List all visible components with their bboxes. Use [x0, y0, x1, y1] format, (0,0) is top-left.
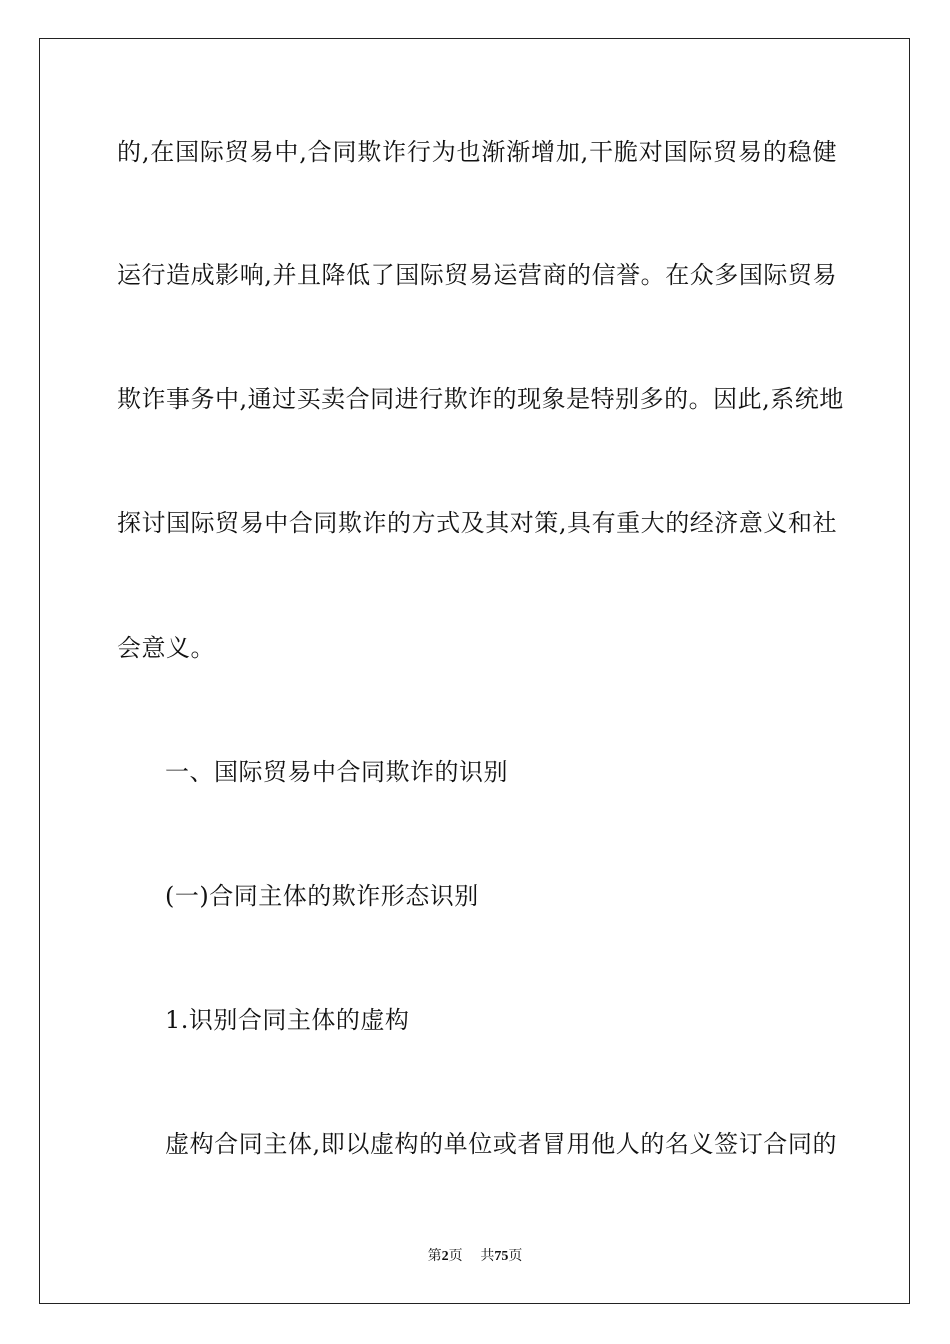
section-heading: 一、国际贸易中合同欺诈的识别 [165, 758, 508, 786]
page-border [39, 38, 910, 1304]
body-line-4: 探讨国际贸易中合同欺诈的方式及其对策,具有重大的经济意义和社 [117, 509, 837, 537]
footer-page-number: 2 [441, 1249, 449, 1264]
paragraph-line: 虚构合同主体,即以虚构的单位或者冒用他人的名义签订合同的 [165, 1130, 837, 1158]
subsection-heading: (一)合同主体的欺诈形态识别 [165, 882, 479, 910]
body-line-3: 欺诈事务中,通过买卖合同进行欺诈的现象是特别多的。因此,系统地 [117, 385, 844, 413]
body-line-1: 的,在国际贸易中,合同欺诈行为也渐渐增加,干脆对国际贸易的稳健 [117, 138, 837, 166]
footer-page-prefix: 第 [427, 1248, 442, 1264]
page-footer [0, 1247, 950, 1266]
footer-total-prefix: 共 [480, 1248, 495, 1264]
footer-total-suffix: 页 [508, 1248, 523, 1264]
item-heading: 1.识别合同主体的虚构 [165, 1006, 410, 1034]
footer-total-pages: 75 [494, 1249, 509, 1264]
footer-page-suffix: 页 [448, 1248, 463, 1264]
body-line-2: 运行造成影响,并且降低了国际贸易运营商的信誉。在众多国际贸易 [117, 261, 837, 289]
body-line-5: 会意义。 [117, 634, 215, 662]
